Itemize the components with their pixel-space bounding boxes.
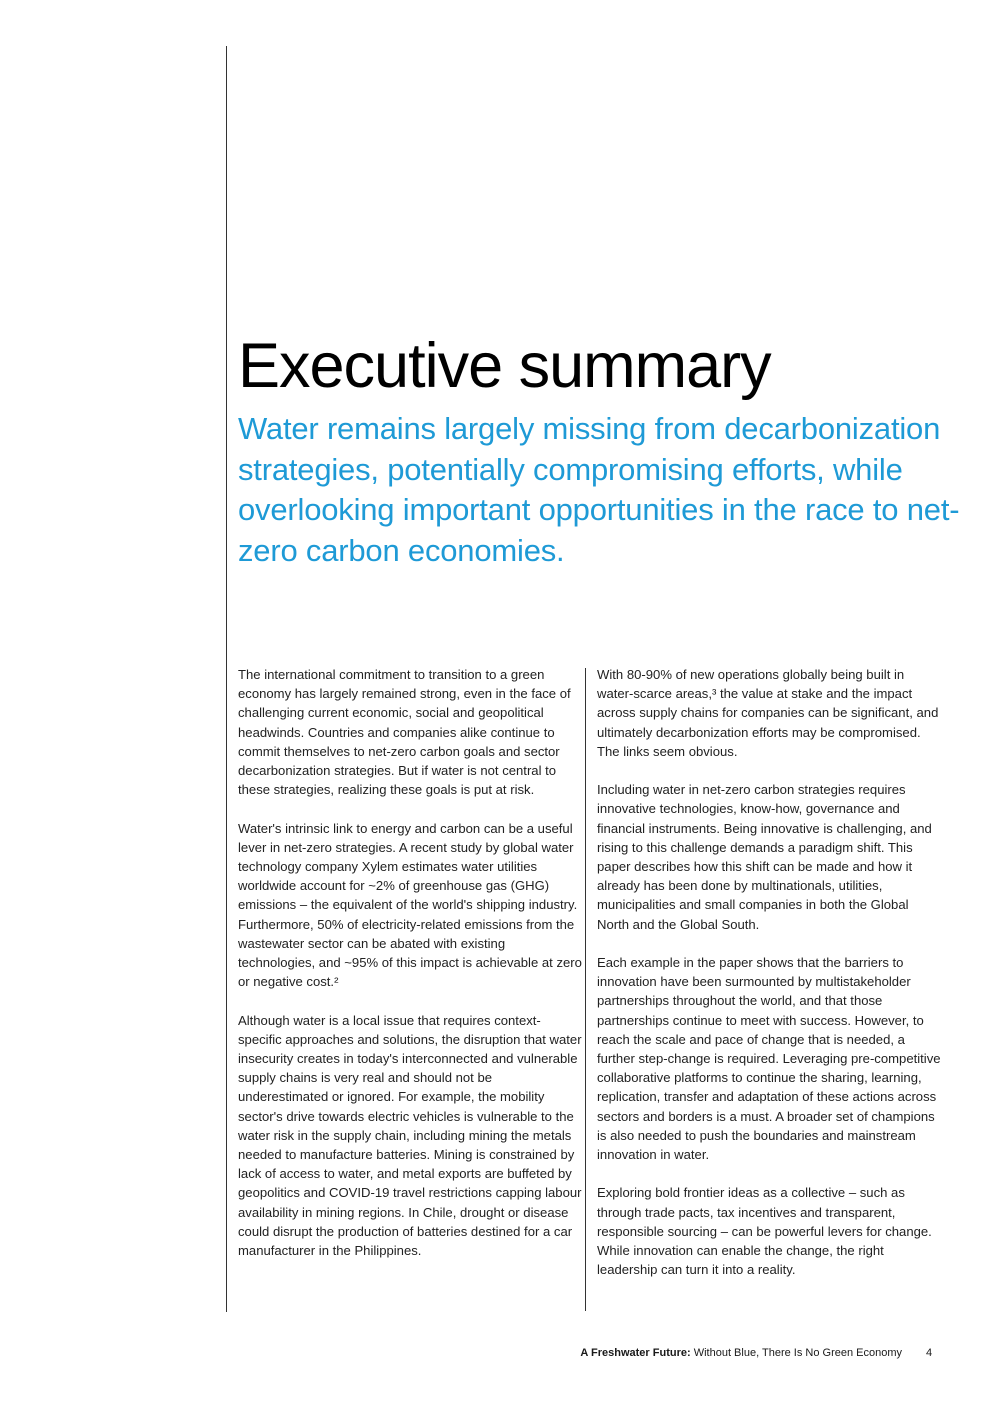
paragraph: Although water is a local issue that requires context-specific approaches and solutions, the disruption that water insecurity creates in today's interconnected and vulnerable supply chains is very real and should not be underestimated or ignored. For example, the mobility sector's drive towards electric vehicles is vulnerable to the water risk in the supply chain, including mining the metals needed to manufacture batteries. Mining is constrained by lack of access to water, and metal exports are buffeted by geopolitics and COVID-19 travel restrictions capping labour availability in mining regions. In Chile, drought or disease could disrupt the production of batteries destined for a car manufacturer in the Philippines.	[238, 1012, 582, 1259]
page-subtitle: Water remains largely missing from decarbonization strategies, potentially compromising efforts, while overlooking important opportunities in the race to net-zero carbon economies.	[238, 411, 960, 568]
paragraph: Including water in net-zero carbon strategies requires innovative technologies, know-how, governance and financial instruments. Being innovative is challenging, and rising to this challenge demands a paradigm shift. This paper describes how this shift can be made and how it already has been done by multinationals, utilities, municipalities and small companies in both the Global North and the Global South.	[597, 782, 932, 932]
left-vertical-rule	[226, 46, 227, 1312]
page-number: 4	[926, 1347, 933, 1359]
paragraph: With 80-90% of new operations globally being built in water-scarce areas,³ the value at stake and the impact across supply chains for companies can be significant, and ultimately decarbonization efforts may be compromised. The links seem obvious.	[597, 667, 939, 759]
paragraph: Water's intrinsic link to energy and carbon can be a useful lever in net-zero strategies. A recent study by global water technology company Xylem estimates water utilities worldwide account for ~2% of greenhouse gas (GHG) emissions – the equivalent of the world's shipping industry. Furthermore, 50% of electricity-related emissions from the wastewater sector can be abated with existing technologies, and ~95% of this impact is achievable at zero or negative cost.²	[238, 820, 582, 990]
paragraph: Exploring bold frontier ideas as a collective – such as through trade pacts, tax incentives and transparent, responsible sourcing – can be powerful levers for change. While innovation can enable the change, the right leadership can turn it into a reality.	[597, 1185, 932, 1278]
body-column-left	[238, 665, 583, 1260]
column-divider	[585, 668, 586, 1311]
body-column-right	[597, 665, 942, 1279]
running-footer	[580, 1347, 902, 1359]
report-title: A Freshwater Future:	[580, 1347, 691, 1359]
page-title: Executive summary	[238, 331, 771, 401]
report-subtitle: Without Blue, There Is No Green Economy	[690, 1347, 902, 1359]
paragraph: Each example in the paper shows that the barriers to innovation have been surmounted by multistakeholder partnerships throughout the world, and that those partnerships continue to meet with success. However, to reach the scale and pace of change that is needed, a further step-change is required. Leveraging pre-competitive collaborative platforms to continue the sharing, learning, replication, transfer and adaptation of these actions across sectors and borders is a must. A broader set of champions is also needed to push the boundaries and mainstream innovation in water.	[597, 955, 941, 1163]
paragraph: The international commitment to transition to a green economy has largely remained strong, even in the face of challenging current economic, social and geopolitical headwinds. Countries and companies alike continue to commit themselves to net-zero carbon goals and sector decarbonization strategies. But if water is not central to these strategies, realizing these goals is put at risk.	[238, 667, 571, 798]
